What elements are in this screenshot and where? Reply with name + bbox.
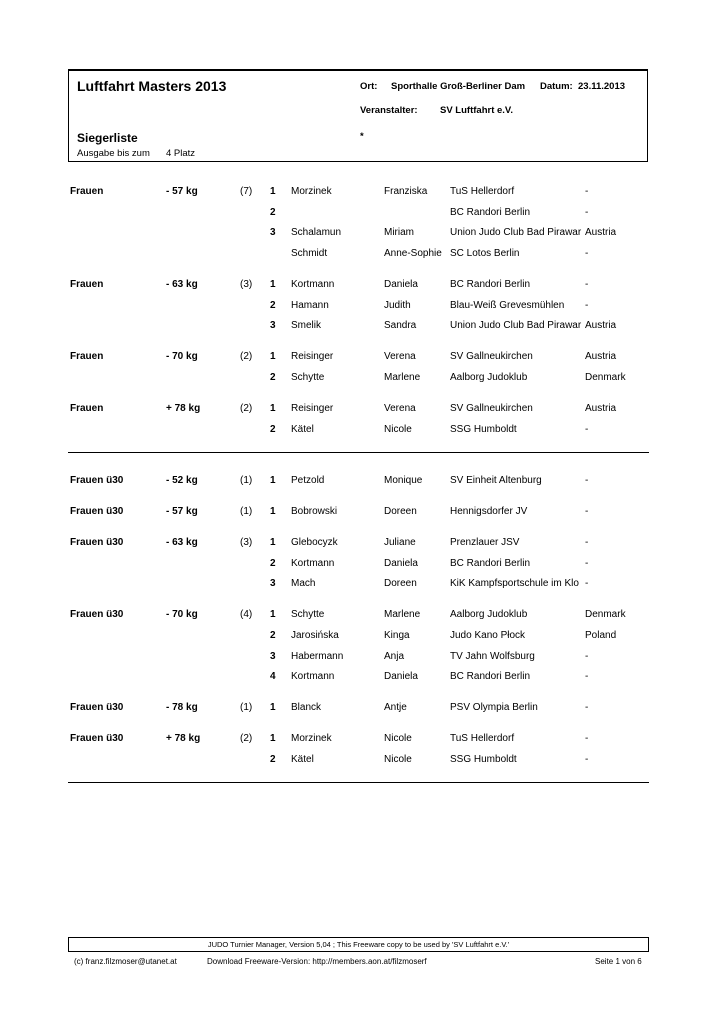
count-cell: (3) bbox=[240, 536, 253, 548]
last-name-cell: Morzinek bbox=[291, 186, 332, 197]
club-cell: SSG Humboldt bbox=[450, 423, 517, 435]
first-name-cell: Sandra bbox=[384, 320, 417, 332]
last-name-cell: Kortmann bbox=[291, 671, 335, 683]
first-name-cell: Marlene bbox=[384, 372, 421, 383]
country-cell: - bbox=[585, 299, 589, 311]
footer-page-number: Seite 1 von 6 bbox=[595, 957, 642, 966]
first-name-cell: Kinga bbox=[384, 629, 410, 641]
country-cell: - bbox=[585, 671, 589, 683]
ort-value: Sporthalle Groß-Berliner Dam bbox=[391, 81, 526, 92]
page-title: Luftfahrt Masters 2013 bbox=[77, 78, 227, 94]
place-cell: 3 bbox=[270, 650, 276, 662]
count-cell: (2) bbox=[240, 402, 253, 414]
veranstalter-value: SV Luftfahrt e.V. bbox=[440, 105, 514, 116]
first-name-cell: Juliane bbox=[384, 536, 416, 548]
section-divider bbox=[68, 452, 649, 453]
footer-copyright: (c) franz.filzmoser@utanet.at bbox=[74, 957, 177, 966]
last-name-cell: Kätel bbox=[291, 423, 314, 435]
first-name-cell: Verena bbox=[384, 402, 416, 414]
last-name-cell: Hamann bbox=[291, 299, 329, 311]
club-cell: TuS Hellerdorf bbox=[450, 733, 515, 744]
club-cell: Judo Kano Płock bbox=[450, 629, 526, 641]
country-cell: - bbox=[585, 753, 589, 765]
last-name-cell: Glebocyzk bbox=[291, 536, 338, 548]
weight-cell: - 70 kg bbox=[166, 351, 198, 363]
weight-cell: + 78 kg bbox=[166, 402, 201, 414]
country-cell: - bbox=[585, 279, 589, 290]
club-cell: Hennigsdorfer JV bbox=[450, 505, 528, 517]
footer-software-note: JUDO Turnier Manager, Version 5,04 ; This Freeware copy to be used by 'SV Luftfahrt e.V.' bbox=[207, 940, 510, 949]
place-cell: 1 bbox=[270, 279, 276, 290]
country-cell: - bbox=[585, 536, 589, 548]
place-cell: 2 bbox=[270, 372, 276, 383]
club-cell: KiK Kampfsportschule im Klo bbox=[450, 578, 579, 590]
club-cell: Aalborg Judoklub bbox=[450, 609, 528, 621]
club-cell: Aalborg Judoklub bbox=[450, 372, 528, 383]
country-cell: Austria bbox=[585, 351, 617, 363]
category-cell: Frauen ü30 bbox=[70, 702, 124, 714]
weight-cell: + 78 kg bbox=[166, 733, 201, 744]
footer-box bbox=[68, 937, 649, 952]
country-cell: Denmark bbox=[585, 372, 626, 383]
first-name-cell: Marlene bbox=[384, 609, 421, 621]
place-cell: 1 bbox=[270, 475, 276, 486]
club-cell: SV Gallneukirchen bbox=[450, 351, 533, 363]
first-name-cell: Doreen bbox=[384, 578, 417, 590]
first-name-cell: Daniela bbox=[384, 557, 418, 569]
ort-label: Ort: bbox=[360, 81, 378, 92]
first-name-cell: Doreen bbox=[384, 505, 417, 517]
place-cell: 2 bbox=[270, 557, 276, 569]
last-name-cell: Kätel bbox=[291, 753, 314, 765]
country-cell: Austria bbox=[585, 402, 617, 414]
last-name-cell: Smelik bbox=[291, 320, 322, 332]
club-cell: BC Randori Berlin bbox=[450, 557, 531, 569]
weight-cell: - 52 kg bbox=[166, 475, 198, 486]
count-cell: (4) bbox=[240, 609, 253, 621]
place-cell: 3 bbox=[270, 227, 276, 239]
place-cell: 2 bbox=[270, 423, 276, 435]
last-name-cell: Morzinek bbox=[291, 733, 332, 744]
last-name-cell: Blanck bbox=[291, 702, 322, 714]
club-cell: BC Randori Berlin bbox=[450, 206, 531, 218]
country-cell: - bbox=[585, 733, 589, 744]
weight-cell: - 78 kg bbox=[166, 702, 198, 714]
country-cell: - bbox=[585, 557, 589, 569]
club-cell: SV Gallneukirchen bbox=[450, 402, 533, 414]
club-cell: TV Jahn Wolfsburg bbox=[450, 650, 535, 662]
country-cell: - bbox=[585, 186, 589, 197]
place-cell: 1 bbox=[270, 702, 276, 714]
place-cell: 1 bbox=[270, 609, 276, 621]
country-cell: - bbox=[585, 475, 589, 486]
last-name-cell: Reisinger bbox=[291, 351, 334, 363]
last-name-cell: Mach bbox=[291, 578, 316, 590]
section-divider bbox=[68, 782, 649, 783]
club-cell: BC Randori Berlin bbox=[450, 671, 531, 683]
category-cell: Frauen bbox=[70, 351, 104, 363]
ausgabe-value: 4 Platz bbox=[166, 148, 196, 159]
country-cell: - bbox=[585, 650, 589, 662]
first-name-cell: Anne-Sophie bbox=[384, 248, 442, 260]
place-cell: 2 bbox=[270, 629, 276, 641]
country-cell: - bbox=[585, 423, 589, 435]
club-cell: Union Judo Club Bad Pirawar bbox=[450, 320, 582, 332]
club-cell: Blau-Weiß Grevesmühlen bbox=[450, 299, 565, 311]
place-cell: 2 bbox=[270, 299, 276, 311]
last-name-cell: Schytte bbox=[291, 609, 325, 621]
first-name-cell: Antje bbox=[384, 702, 407, 714]
first-name-cell: Nicole bbox=[384, 423, 412, 435]
category-cell: Frauen bbox=[70, 402, 104, 414]
count-cell: (1) bbox=[240, 475, 253, 486]
last-name-cell: Petzold bbox=[291, 475, 325, 486]
count-cell: (3) bbox=[240, 279, 253, 290]
place-cell: 2 bbox=[270, 206, 276, 218]
place-cell: 1 bbox=[270, 186, 276, 197]
count-cell: (2) bbox=[240, 351, 253, 363]
place-cell: 1 bbox=[270, 505, 276, 517]
place-cell: 4 bbox=[270, 671, 276, 683]
first-name-cell: Franziska bbox=[384, 186, 428, 197]
category-cell: Frauen ü30 bbox=[70, 475, 124, 486]
weight-cell: - 70 kg bbox=[166, 609, 198, 621]
last-name-cell: Habermann bbox=[291, 650, 344, 662]
first-name-cell: Verena bbox=[384, 351, 416, 363]
last-name-cell: Bobrowski bbox=[291, 505, 338, 517]
country-cell: Denmark bbox=[585, 609, 626, 621]
weight-cell: - 57 kg bbox=[166, 186, 198, 197]
weight-cell: - 63 kg bbox=[166, 279, 198, 290]
place-cell: 1 bbox=[270, 733, 276, 744]
last-name-cell: Kortmann bbox=[291, 557, 335, 569]
country-cell: Poland bbox=[585, 629, 617, 641]
category-cell: Frauen bbox=[70, 279, 104, 290]
place-cell: 1 bbox=[270, 402, 276, 414]
club-cell: PSV Olympia Berlin bbox=[450, 702, 538, 714]
first-name-cell: Daniela bbox=[384, 279, 418, 290]
last-name-cell: Reisinger bbox=[291, 402, 334, 414]
last-name-cell: Jarosińska bbox=[291, 629, 339, 641]
first-name-cell: Monique bbox=[384, 475, 423, 486]
place-cell: 1 bbox=[270, 351, 276, 363]
place-cell: 1 bbox=[270, 536, 276, 548]
list-subtitle: Siegerliste bbox=[77, 131, 138, 145]
country-cell: - bbox=[585, 248, 589, 260]
club-cell: SC Lotos Berlin bbox=[450, 248, 520, 260]
club-cell: Union Judo Club Bad Pirawar bbox=[450, 227, 582, 239]
count-cell: (1) bbox=[240, 702, 253, 714]
header-star: * bbox=[360, 131, 364, 142]
first-name-cell: Nicole bbox=[384, 733, 412, 744]
weight-cell: - 57 kg bbox=[166, 505, 198, 517]
country-cell: - bbox=[585, 206, 589, 218]
country-cell: - bbox=[585, 702, 589, 714]
club-cell: Prenzlauer JSV bbox=[450, 536, 520, 548]
country-cell: Austria bbox=[585, 227, 617, 239]
count-cell: (2) bbox=[240, 733, 253, 744]
first-name-cell: Miriam bbox=[384, 227, 414, 239]
veranstalter-label: Veranstalter: bbox=[360, 105, 418, 116]
country-cell: - bbox=[585, 505, 589, 517]
last-name-cell: Schmidt bbox=[291, 248, 328, 260]
count-cell: (7) bbox=[240, 186, 253, 197]
datum-label: Datum: bbox=[540, 81, 573, 92]
count-cell: (1) bbox=[240, 505, 253, 517]
first-name-cell: Daniela bbox=[384, 671, 418, 683]
club-cell: TuS Hellerdorf bbox=[450, 186, 515, 197]
first-name-cell: Judith bbox=[384, 299, 411, 311]
first-name-cell: Anja bbox=[384, 650, 405, 662]
last-name-cell: Kortmann bbox=[291, 279, 335, 290]
category-cell: Frauen ü30 bbox=[70, 536, 124, 548]
club-cell: SSG Humboldt bbox=[450, 753, 517, 765]
category-cell: Frauen ü30 bbox=[70, 505, 124, 517]
weight-cell: - 63 kg bbox=[166, 536, 198, 548]
category-cell: Frauen ü30 bbox=[70, 609, 124, 621]
club-cell: BC Randori Berlin bbox=[450, 279, 531, 290]
category-cell: Frauen bbox=[70, 186, 104, 197]
datum-value: 23.11.2013 bbox=[578, 81, 626, 92]
footer-download: Download Freeware-Version: http://members.aon.at/filzmoserf bbox=[207, 957, 427, 966]
country-cell: Austria bbox=[585, 320, 617, 332]
ausgabe-label: Ausgabe bis zum bbox=[77, 148, 150, 159]
country-cell: - bbox=[585, 578, 589, 590]
last-name-cell: Schytte bbox=[291, 372, 325, 383]
first-name-cell: Nicole bbox=[384, 753, 412, 765]
place-cell: 2 bbox=[270, 753, 276, 765]
place-cell: 3 bbox=[270, 320, 276, 332]
place-cell: 3 bbox=[270, 578, 276, 590]
last-name-cell: Schalamun bbox=[291, 227, 342, 239]
club-cell: SV Einheit Altenburg bbox=[450, 475, 542, 486]
category-cell: Frauen ü30 bbox=[70, 733, 124, 744]
